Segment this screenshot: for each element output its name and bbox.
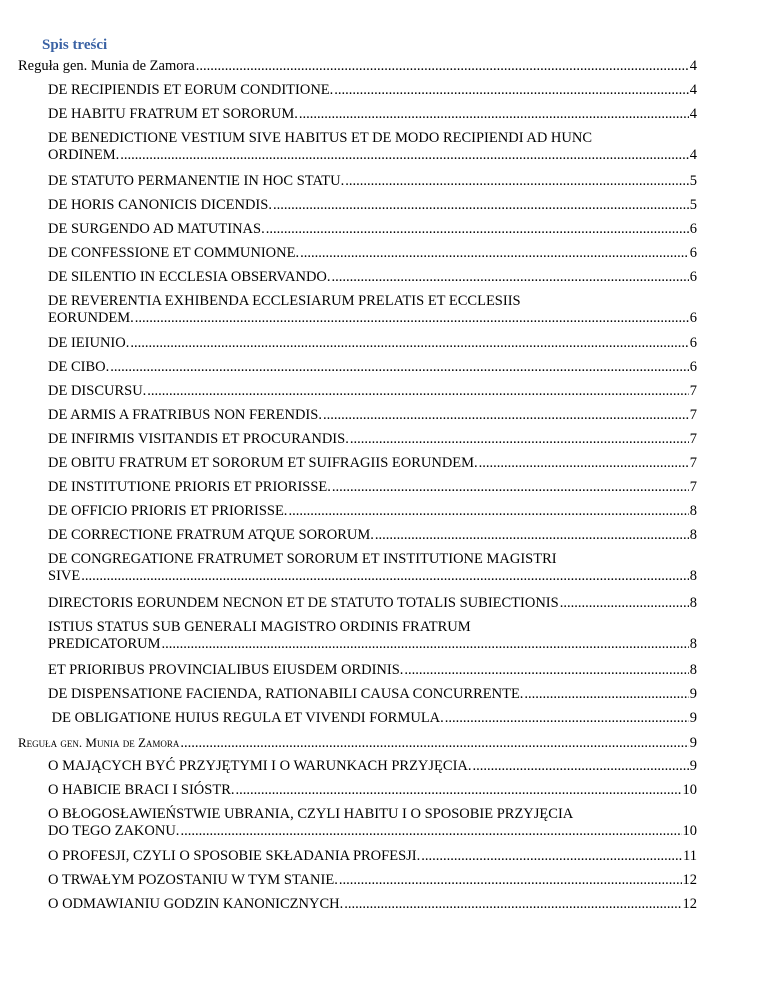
toc-entry-text: DE INFIRMIS VISITANDIS ET PROCURANDIS.	[48, 431, 349, 447]
toc-entry[interactable]	[48, 595, 697, 612]
toc-page-number: 6	[689, 359, 697, 375]
toc-leader-dots	[162, 636, 689, 653]
toc-leader-dots	[196, 58, 689, 75]
toc-entry-line	[48, 568, 697, 585]
toc-leader-dots	[130, 335, 688, 352]
toc-entry-line	[48, 269, 697, 286]
toc-leader-dots	[404, 662, 688, 679]
toc-leader-dots	[421, 848, 682, 865]
toc-entry-line	[48, 527, 697, 544]
toc-leader-dots	[445, 710, 689, 727]
toc-entry-line	[48, 106, 697, 123]
toc-entry-text: DE SURGENDO AD MATUTINAS.	[48, 221, 265, 237]
toc-entry-line	[48, 479, 697, 496]
toc-entry-line	[48, 335, 697, 352]
toc-page-number: 6	[689, 269, 697, 285]
toc-page-number: 8	[689, 595, 697, 611]
toc-entry[interactable]	[48, 359, 697, 376]
toc-page-number: 9	[689, 686, 697, 702]
toc-entry[interactable]	[18, 734, 697, 752]
toc-entry-line	[48, 848, 697, 865]
toc-leader-dots	[135, 310, 689, 327]
toc-entry-line	[48, 782, 697, 799]
toc-entry[interactable]	[48, 551, 697, 585]
toc-page-number: 8	[689, 527, 697, 543]
toc-page-number: 11	[683, 848, 697, 864]
toc-page-number: 8	[689, 503, 697, 519]
toc-entry[interactable]	[48, 503, 697, 520]
toc-page-number: 4	[689, 147, 697, 163]
toc-leader-dots	[323, 407, 689, 424]
toc-leader-dots	[266, 221, 689, 238]
toc-leader-dots	[479, 455, 689, 472]
toc-page-number: 6	[689, 245, 697, 261]
toc-entry-text-continued: EORUNDEM.	[48, 310, 134, 326]
toc-leader-dots	[273, 197, 689, 214]
toc-entry[interactable]	[48, 848, 697, 865]
toc-entry-text: O ODMAWIANIU GODZIN KANONICZNYCH.	[48, 896, 344, 912]
toc-entry[interactable]	[48, 407, 697, 424]
toc-entry[interactable]	[48, 197, 697, 214]
toc-entry-text: DE INSTITUTIONE PRIORIS ET PRIORISSE.	[48, 479, 331, 495]
toc-page-number: 10	[682, 782, 697, 798]
toc-entry-text: DE REVERENTIA EXHIBENDA ECCLESIARUM PRELATIS ET ECCLESIIS	[48, 293, 521, 309]
toc-entry-text-continued: DO TEGO ZAKONU.	[48, 823, 180, 839]
toc-entry[interactable]	[48, 710, 697, 727]
toc-entry-line	[48, 503, 697, 520]
toc-leader-dots	[345, 173, 688, 190]
toc-page-number: 8	[689, 662, 697, 678]
toc-entry-line	[48, 823, 697, 840]
toc-leader-dots	[288, 503, 688, 520]
toc-page-number: 7	[689, 479, 697, 495]
toc-entry[interactable]	[48, 527, 697, 544]
toc-page-number: 8	[689, 568, 697, 584]
toc-entry-text: DE IEIUNIO.	[48, 335, 130, 351]
toc-entry-text: Reguła gen. Munia de Zamora	[18, 58, 195, 74]
toc-page-number: 9	[689, 735, 697, 751]
toc-entry-text: DE CONGREGATIONE FRATRUMET SORORUM ET INSTITUTIONE MAGISTRI	[48, 551, 557, 567]
toc-page-number: 6	[689, 221, 697, 237]
toc-leader-dots	[147, 383, 688, 400]
toc-entry-text: O HABICIE BRACI I SIÓSTR.	[48, 782, 235, 798]
toc-entry-text-continued: SIVE	[48, 568, 81, 584]
toc-leader-dots	[344, 896, 681, 913]
toc-entry-line	[48, 431, 697, 448]
toc-page-number: 4	[689, 82, 697, 98]
toc-entry-text: ET PRIORIBUS PROVINCIALIBUS EIUSDEM ORDINIS.	[48, 662, 404, 678]
toc-entry-line	[48, 758, 697, 775]
toc-entry-text: ISTIUS STATUS SUB GENERALI MAGISTRO ORDINIS FRATRUM	[48, 619, 471, 635]
toc-leader-dots	[81, 568, 689, 585]
toc-page-number: 7	[689, 383, 697, 399]
toc-entry-text: Reguła gen. Munia de Zamora	[18, 735, 180, 750]
toc-entry-text: DE HORIS CANONICIS DICENDIS.	[48, 197, 272, 213]
toc-entry-text: DE DISCURSU.	[48, 383, 147, 399]
toc-entry-text: DE CONFESSIONE ET COMMUNIONE.	[48, 245, 300, 261]
toc-page-number: 4	[689, 58, 697, 74]
toc-entry[interactable]	[48, 82, 697, 99]
toc-page-number: 7	[689, 407, 697, 423]
toc-leader-dots	[180, 735, 688, 752]
toc-entry-line	[48, 147, 697, 164]
toc-entry-text: DE HABITU FRATRUM ET SORORUM.	[48, 106, 298, 122]
toc-entry-line	[48, 221, 697, 238]
toc-page-number: 12	[682, 872, 697, 888]
toc-entry-line	[48, 662, 697, 679]
toc-entry[interactable]	[48, 383, 697, 400]
toc-page-number: 5	[689, 197, 697, 213]
toc-leader-dots	[332, 269, 689, 286]
toc-page-number: 7	[689, 455, 697, 471]
toc-entry[interactable]	[18, 58, 697, 75]
toc-entry[interactable]	[48, 662, 697, 679]
toc-title: Spis treści	[42, 37, 108, 53]
toc-entry-line	[48, 455, 697, 472]
toc-entry[interactable]	[48, 619, 697, 653]
toc-entry-text: DE RECIPIENDIS ET EORUM CONDITIONE.	[48, 82, 334, 98]
toc-page-number: 4	[689, 106, 697, 122]
toc-leader-dots	[334, 82, 688, 99]
toc-leader-dots	[473, 758, 689, 775]
toc-page-number: 6	[689, 310, 697, 326]
toc-entry[interactable]	[48, 431, 697, 448]
toc-leader-dots	[332, 479, 689, 496]
toc-entry[interactable]	[48, 686, 697, 703]
toc-entry[interactable]	[48, 896, 697, 913]
toc-leader-dots	[180, 823, 681, 840]
toc-entry-text-continued: PREDICATORUM	[48, 636, 161, 652]
toc-entry-line	[48, 383, 697, 400]
toc-entry[interactable]	[48, 269, 697, 286]
toc-entry-text: O PROFESJI, CZYLI O SPOSOBIE SKŁADANIA PROFESJI.	[48, 848, 421, 864]
toc-entry[interactable]	[48, 782, 697, 799]
toc-entry-line	[18, 734, 697, 752]
toc-entry[interactable]	[48, 245, 697, 262]
toc-entry[interactable]	[48, 806, 697, 840]
toc-entry-text: DIRECTORIS EORUNDEM NECNON ET DE STATUTO TOTALIS SUBIECTIONIS	[48, 595, 559, 611]
toc-entry-text: DE OBITU FRATRUM ET SORORUM ET SUIFRAGIIS EORUNDEM.	[48, 455, 478, 471]
toc-entry-line	[48, 636, 697, 653]
toc-leader-dots	[560, 595, 689, 612]
toc-entry-text: DE OBLIGATIONE HUIUS REGULA ET VIVENDI FORMULA.	[48, 710, 444, 726]
toc-entry[interactable]	[48, 479, 697, 496]
toc-entry-text: DE DISPENSATIONE FACIENDA, RATIONABILI CAUSA CONCURRENTE.	[48, 686, 524, 702]
toc-entry-line	[48, 686, 697, 703]
toc-page-number: 12	[682, 896, 697, 912]
toc-entry-text-continued: ORDINEM.	[48, 147, 120, 163]
toc-entry-text: DE SILENTIO IN ECCLESIA OBSERVANDO.	[48, 269, 331, 285]
toc-entry[interactable]	[48, 130, 697, 164]
toc-leader-dots	[110, 359, 689, 376]
toc-entry-line	[48, 82, 697, 99]
toc-entry[interactable]	[48, 106, 697, 123]
toc-leader-dots	[300, 245, 689, 262]
toc-entry-line	[48, 359, 697, 376]
toc-entry[interactable]	[48, 173, 697, 190]
toc-entry-text: DE CORRECTIONE FRATRUM ATQUE SORORUM.	[48, 527, 374, 543]
toc-entry-text: DE CIBO.	[48, 359, 110, 375]
toc-leader-dots	[299, 106, 689, 123]
toc-entry-line	[48, 245, 697, 262]
toc-entry[interactable]	[48, 872, 697, 889]
toc-leader-dots	[524, 686, 688, 703]
toc-entry-text: DE STATUTO PERMANENTIE IN HOC STATU.	[48, 173, 345, 189]
toc-entry-text: DE ARMIS A FRATRIBUS NON FERENDIS.	[48, 407, 322, 423]
toc-entry-line	[48, 896, 697, 913]
toc-page-number: 6	[689, 335, 697, 351]
toc-page-number: 7	[689, 431, 697, 447]
toc-entry-text: DE BENEDICTIONE VESTIUM SIVE HABITUS ET DE MODO RECIPIENDI AD HUNC	[48, 130, 592, 146]
toc-entry[interactable]	[48, 455, 697, 472]
toc-leader-dots	[375, 527, 689, 544]
toc-entry-line	[18, 58, 697, 75]
toc-entry-text: O TRWAŁYM POZOSTANIU W TYM STANIE.	[48, 872, 338, 888]
toc-entry-line	[48, 872, 697, 889]
toc-entry[interactable]	[48, 293, 697, 327]
toc-page-number: 8	[689, 636, 697, 652]
toc-entry[interactable]	[48, 335, 697, 352]
toc-page-number: 5	[689, 173, 697, 189]
toc-page-number: 9	[689, 710, 697, 726]
toc-leader-dots	[339, 872, 682, 889]
toc-entry-line	[48, 407, 697, 424]
toc-entry-line	[48, 310, 697, 327]
toc-page-number: 9	[689, 758, 697, 774]
toc-page-number: 10	[682, 823, 697, 839]
toc-entry-line	[48, 710, 697, 727]
toc-entry[interactable]	[48, 758, 697, 775]
toc-leader-dots	[120, 147, 688, 164]
toc-entry-line	[48, 595, 697, 612]
toc-entry-line	[48, 197, 697, 214]
toc-entry-text: DE OFFICIO PRIORIS ET PRIORISSE.	[48, 503, 288, 519]
toc-leader-dots	[350, 431, 689, 448]
toc-entry[interactable]	[48, 221, 697, 238]
toc-leader-dots	[236, 782, 682, 799]
toc-entry-line	[48, 173, 697, 190]
toc-entry-text: O MAJĄCYCH BYĆ PRZYJĘTYMI I O WARUNKACH PRZYJĘCIA.	[48, 758, 472, 774]
toc-entry-text: O BŁOGOSŁAWIEŃSTWIE UBRANIA, CZYLI HABITU I O SPOSOBIE PRZYJĘCIA	[48, 806, 574, 822]
